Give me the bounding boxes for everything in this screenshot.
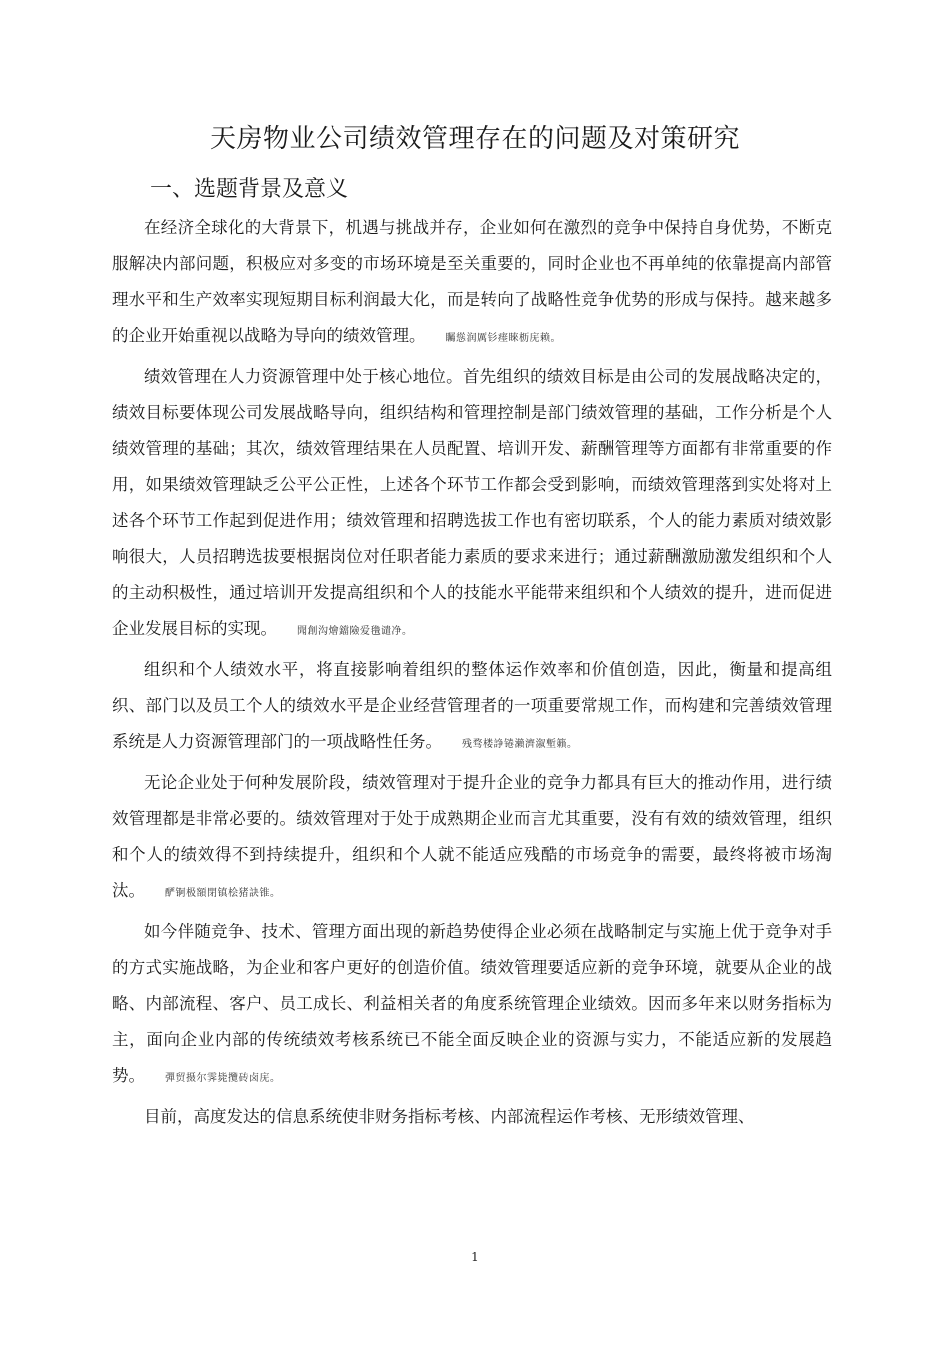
paragraph-note: 矚慫润厲钐瘗睞枥庑赖。 bbox=[445, 333, 561, 344]
paragraph-note: 彈贸摄尔霁毙攬砖卤庑。 bbox=[165, 1073, 281, 1084]
paragraph-6 bbox=[112, 1099, 832, 1135]
paragraph-text: 如今伴随竞争、技术、管理方面出现的新趋势使得企业必须在战略制定与实施上优于竞争对手的方式实施战略，为企业和客户更好的创造价值。绩效管理要适应新的竞争环境，就要从企业的战略、内部流程、客户、员工成长、利益相关者的角度系统管理企业绩效。因而多年来以财务指标为主，面向企业内部的传统绩效考核系统已不能全面反映企业的资源与实力，不能适应新的发展趋势。 bbox=[112, 922, 832, 1085]
body-text bbox=[112, 210, 832, 1135]
paragraph-4 bbox=[112, 765, 832, 912]
paragraph-text: 目前，高度发达的信息系统使非财务指标考核、内部流程运作考核、无形绩效管理、 bbox=[144, 1107, 755, 1126]
document-title: 天房物业公司绩效管理存在的问题及对策研究 bbox=[209, 124, 740, 154]
paragraph-3 bbox=[112, 652, 832, 763]
paragraph-note: 聞創沟燴鐺險爱氇谴净。 bbox=[297, 626, 413, 637]
paragraph-1 bbox=[112, 210, 832, 357]
paragraph-text: 组织和个人绩效水平，将直接影响着组织的整体运作效率和价值创造，因此，衡量和提高组织、部门以及员工个人的绩效水平是企业经营管理者的一项重要常规工作，而构建和完善绩效管理系统是人力资源管理部门的一项战略性任务。 bbox=[112, 660, 832, 751]
paragraph-5 bbox=[112, 914, 832, 1097]
paragraph-note: 残骛楼諍锩瀨濟溆塹籟。 bbox=[462, 739, 578, 750]
paragraph-note: 酽锕极額閉镇桧猪訣锥。 bbox=[165, 888, 281, 899]
section-heading: 一、选题背景及意义 bbox=[150, 177, 349, 202]
paragraph-text: 在经济全球化的大背景下，机遇与挑战并存，企业如何在激烈的竞争中保持自身优势，不断克服解决内部问题，积极应对多变的市场环境是至关重要的，同时企业也不再单纯的依靠提高内部管理水平和生产效率实现短期目标利润最大化，而是转向了战略性竞争优势的形成与保持。越来越多的企业开始重视以战略为导向的绩效管理。 bbox=[112, 218, 832, 345]
paragraph-2 bbox=[112, 359, 832, 650]
paragraph-text: 无论企业处于何种发展阶段，绩效管理对于提升企业的竞争力都具有巨大的推动作用，进行绩效管理都是非常必要的。绩效管理对于处于成熟期企业而言尤其重要，没有有效的绩效管理，组织和个人的绩效得不到持续提升，组织和个人就不能适应残酷的市场竞争的需要，最终将被市场淘汰。 bbox=[112, 773, 832, 900]
paragraph-text: 绩效管理在人力资源管理中处于核心地位。首先组织的绩效目标是由公司的发展战略决定的，绩效目标要体现公司发展战略导向，组织结构和管理控制是部门绩效管理的基础，工作分析是个人绩效管理的基础；其次，绩效管理结果在人员配置、培训开发、薪酬管理等方面都有非常重要的作用，如果绩效管理缺乏公平公正性，上述各个环节工作都会受到影响，而绩效管理落到实处将对上述各个环节工作起到促进作用；绩效管理和招聘选拔工作也有密切联系，个人的能力素质对绩效影响很大，人员招聘选拔要根据岗位对任职者能力素质的要求来进行；通过薪酬激励激发组织和个人的主动积极性，通过培训开发提高组织和个人的技能水平能带来组织和个人绩效的提升，进而促进企业发展目标的实现。 bbox=[112, 367, 832, 638]
page-number: 1 bbox=[471, 1250, 479, 1264]
